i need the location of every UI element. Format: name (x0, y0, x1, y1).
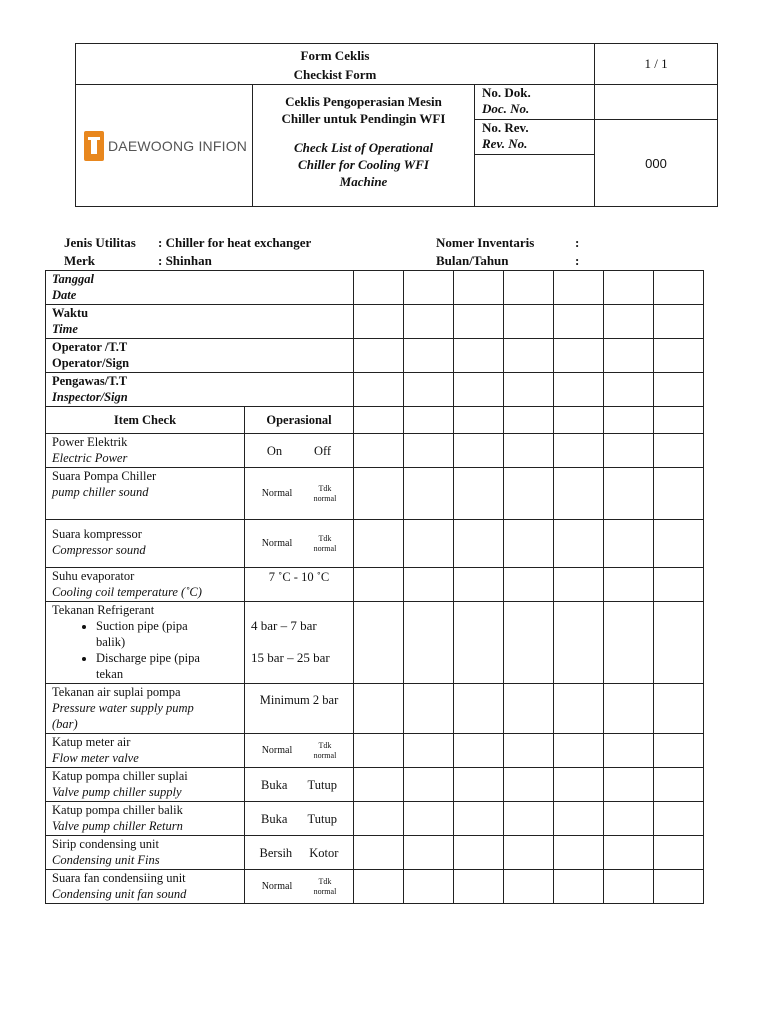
cell[interactable] (354, 870, 404, 904)
cell[interactable] (354, 734, 404, 768)
option-tdk-normal: Tdk normal (313, 876, 337, 896)
cell[interactable] (404, 468, 454, 520)
cell[interactable] (554, 684, 604, 734)
cell[interactable] (454, 768, 504, 802)
option-tdk-normal: Tdk normal (313, 483, 337, 503)
cell[interactable] (504, 870, 554, 904)
cell[interactable] (604, 271, 654, 305)
cell[interactable] (504, 373, 554, 407)
table-row: Katup pompa chiller suplai Valve pump chiller supply Buka Tutup (46, 768, 704, 802)
doc-no-value[interactable] (595, 85, 718, 120)
cell[interactable] (504, 339, 554, 373)
cell[interactable] (454, 684, 504, 734)
cell[interactable] (604, 768, 654, 802)
cell[interactable] (454, 568, 504, 602)
cell[interactable] (454, 305, 504, 339)
form-title (76, 44, 595, 85)
cell[interactable] (454, 373, 504, 407)
cell[interactable] (504, 434, 554, 468)
cell[interactable] (404, 520, 454, 568)
cell[interactable] (654, 836, 704, 870)
cell[interactable] (554, 373, 604, 407)
cell[interactable] (454, 339, 504, 373)
cell[interactable] (404, 373, 454, 407)
option-on: On (266, 443, 283, 458)
cell[interactable] (404, 339, 454, 373)
option-off: Off (313, 443, 332, 458)
rev-no-label: No. Rev. Rev. No. (475, 120, 595, 155)
option-tutup: Tutup (307, 811, 337, 826)
cell[interactable] (354, 339, 404, 373)
cell[interactable] (604, 602, 654, 684)
bulan-tahun-label: Bulan/Tahun (436, 253, 509, 268)
cell[interactable] (454, 468, 504, 520)
desc-id-line1: Ceklis Pengoperasian Mesin (285, 94, 442, 109)
cell[interactable] (554, 339, 604, 373)
cell[interactable] (504, 305, 554, 339)
cell[interactable] (654, 434, 704, 468)
table-row: Suara Pompa Chiller pump chiller sound Normal Tdk normal (46, 468, 704, 520)
jenis-utilitas-value: : Chiller for heat exchanger (158, 235, 312, 250)
row-waktu: Waktu Time (46, 305, 704, 339)
table-row: Sirip condensing unit Condensing unit Fins Bersih Kotor (46, 836, 704, 870)
desc-en-line1: Check List of Operational (293, 140, 434, 155)
list-item: • Discharge pipe (pipa tekan (96, 650, 244, 682)
cell[interactable] (654, 870, 704, 904)
cell[interactable] (404, 870, 454, 904)
cell[interactable] (654, 373, 704, 407)
cell[interactable] (654, 768, 704, 802)
cell[interactable] (654, 271, 704, 305)
cell[interactable] (354, 768, 404, 802)
cell[interactable] (604, 373, 654, 407)
temperature-range: 7 ˚C - 10 ˚C (245, 568, 354, 602)
cell[interactable] (604, 684, 654, 734)
option-bersih: Bersih (259, 845, 293, 860)
cell[interactable] (654, 520, 704, 568)
cell[interactable] (404, 802, 454, 836)
merk-label: Merk (64, 253, 96, 268)
blank-meta-cell (475, 155, 595, 207)
cell[interactable] (454, 836, 504, 870)
cell[interactable] (654, 602, 704, 684)
cell[interactable] (554, 520, 604, 568)
bulan-tahun-value[interactable]: : (575, 253, 580, 268)
cell[interactable] (554, 802, 604, 836)
cell[interactable] (504, 684, 554, 734)
cell[interactable] (654, 468, 704, 520)
table-header-row (46, 407, 704, 434)
table-row: Power Elektrik Electric Power On Off (46, 434, 704, 468)
desc-en-line2: Chiller for Cooling WFI (298, 157, 429, 172)
rev-no-value[interactable]: 000 (595, 120, 718, 207)
header-table (75, 43, 718, 207)
form-description (253, 85, 475, 207)
cell[interactable] (554, 870, 604, 904)
cell[interactable] (604, 520, 654, 568)
cell[interactable] (454, 520, 504, 568)
cell[interactable] (654, 305, 704, 339)
table-row: Suhu evaporator Cooling coil temperature (˚C) 7 ˚C - 10 ˚C (46, 568, 704, 602)
cell[interactable] (404, 734, 454, 768)
cell[interactable] (454, 434, 504, 468)
pressure-minimum: Minimum 2 bar (245, 684, 354, 734)
option-buka: Buka (261, 777, 288, 792)
desc-id-line2: Chiller untuk Pendingin WFI (281, 111, 446, 126)
cell[interactable] (604, 339, 654, 373)
cell[interactable] (504, 468, 554, 520)
cell[interactable] (554, 271, 604, 305)
cell[interactable] (454, 602, 504, 684)
cell[interactable] (604, 802, 654, 836)
cell[interactable] (504, 734, 554, 768)
cell[interactable] (354, 602, 404, 684)
cell[interactable] (554, 434, 604, 468)
form-title-id: Form Ceklis (300, 48, 370, 63)
option-kotor: Kotor (309, 845, 339, 860)
table-row: Suara kompressor Compressor sound Normal Tdk normal (46, 520, 704, 568)
cell[interactable] (354, 836, 404, 870)
option-normal: Normal (261, 538, 293, 549)
cell[interactable] (654, 684, 704, 734)
discharge-range: 15 bar – 25 bar (251, 650, 330, 665)
table-row: Katup pompa chiller balik Valve pump chiller Return Buka Tutup (46, 802, 704, 836)
cell[interactable] (554, 568, 604, 602)
nomer-inventaris-value[interactable]: : (575, 235, 580, 250)
cell[interactable] (354, 568, 404, 602)
cell[interactable] (654, 802, 704, 836)
cell[interactable] (554, 836, 604, 870)
option-normal: Normal (261, 745, 293, 756)
cell[interactable] (454, 870, 504, 904)
cell[interactable] (404, 768, 454, 802)
cell[interactable] (554, 305, 604, 339)
table-row: Katup meter air Flow meter valve Normal Tdk normal (46, 734, 704, 768)
cell[interactable] (454, 271, 504, 305)
cell[interactable] (354, 684, 404, 734)
cell[interactable] (604, 734, 654, 768)
cell[interactable] (504, 802, 554, 836)
checklist-table (45, 270, 704, 904)
cell[interactable] (504, 271, 554, 305)
cell[interactable] (404, 434, 454, 468)
cell[interactable] (404, 836, 454, 870)
list-item: • Suction pipe (pipa balik) (96, 618, 244, 650)
desc-en-line3: Machine (339, 174, 388, 189)
doc-no-label: No. Dok. Doc. No. (475, 85, 595, 120)
cell[interactable] (354, 373, 404, 407)
option-normal: Normal (261, 488, 293, 499)
company-logo (76, 85, 253, 207)
cell[interactable] (404, 305, 454, 339)
cell[interactable] (504, 568, 554, 602)
cell[interactable] (554, 468, 604, 520)
page-number: 1 / 1 (595, 44, 718, 85)
table-row: Suara fan condensiing unit Condensing unit fan sound Normal Tdk normal (46, 870, 704, 904)
cell[interactable] (554, 602, 604, 684)
table-row: Tekanan air suplai pompa Pressure water supply pump (bar) Minimum 2 bar (46, 684, 704, 734)
cell[interactable] (654, 568, 704, 602)
cell[interactable] (354, 271, 404, 305)
cell[interactable] (654, 339, 704, 373)
cell[interactable] (354, 305, 404, 339)
cell[interactable] (354, 520, 404, 568)
cell[interactable] (404, 568, 454, 602)
cell[interactable] (404, 684, 454, 734)
nomer-inventaris-label: Nomer Inventaris (436, 235, 535, 250)
table-row: Tekanan Refrigerant • Suction pipe (pipa balik) • Discharge pipe (pipa tekan 4 bar – 7 bar 15 bar – 25 bar (46, 602, 704, 684)
jenis-utilitas-label: Jenis Utilitas (64, 235, 136, 250)
option-tutup: Tutup (307, 777, 337, 792)
merk-value: : Shinhan (158, 253, 212, 268)
daewoong-logo-icon (84, 131, 104, 161)
cell[interactable] (554, 734, 604, 768)
cell[interactable] (504, 836, 554, 870)
cell[interactable] (504, 768, 554, 802)
form-title-en: Checkist Form (293, 67, 377, 82)
cell[interactable] (354, 468, 404, 520)
refrigerant-pipe-list (52, 618, 244, 682)
row-tanggal: Tanggal Date (46, 271, 704, 305)
option-tdk-normal: Tdk normal (313, 533, 337, 553)
option-tdk-normal: Tdk normal (313, 740, 337, 760)
cell[interactable] (554, 768, 604, 802)
option-buka: Buka (261, 811, 288, 826)
cell[interactable] (604, 305, 654, 339)
operasional-header: Operasional (245, 407, 354, 434)
logo-text: DAEWOONG INFION (108, 137, 248, 154)
cell[interactable] (604, 468, 654, 520)
item-check-header: Item Check (46, 407, 245, 434)
cell[interactable] (454, 734, 504, 768)
cell[interactable] (404, 602, 454, 684)
cell[interactable] (404, 271, 454, 305)
suction-range: 4 bar – 7 bar (251, 618, 317, 633)
cell[interactable] (604, 568, 654, 602)
cell[interactable] (604, 836, 654, 870)
cell[interactable] (604, 434, 654, 468)
cell[interactable] (654, 734, 704, 768)
cell[interactable] (504, 602, 554, 684)
cell[interactable] (604, 870, 654, 904)
cell[interactable] (354, 434, 404, 468)
cell[interactable] (504, 520, 554, 568)
row-operator: Operator /T.T Operator/Sign (46, 339, 704, 373)
row-pengawas: Pengawas/T.T Inspector/Sign (46, 373, 704, 407)
cell[interactable] (454, 802, 504, 836)
option-normal: Normal (261, 881, 293, 892)
cell[interactable] (354, 802, 404, 836)
